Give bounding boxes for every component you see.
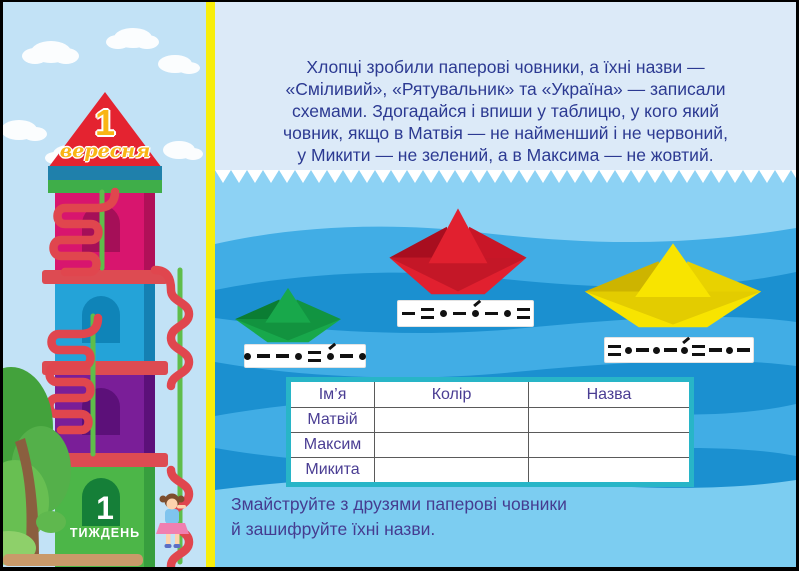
footer-line: Змайструйте з друзями паперові човники: [231, 494, 567, 514]
table-header-row: [289, 380, 692, 408]
cipher-symbol-dot_accent: [681, 347, 688, 354]
cipher-symbol-dot: [359, 353, 366, 360]
footer-line: й зашифруйте їхні назви.: [231, 519, 436, 539]
cipher-label-red-boat: [397, 300, 534, 327]
cipher-symbol-dot: [440, 310, 447, 317]
answer-cell-title-mykyta[interactable]: [528, 458, 691, 485]
cipher-symbol-eq: [692, 345, 705, 356]
cipher-symbol-dot: [726, 347, 733, 354]
paper-boat-green: [234, 287, 342, 344]
cipher-label-yellow-boat: [604, 337, 754, 363]
answer-table: [286, 377, 694, 487]
sidebar-illustration: [3, 2, 206, 567]
task-text: [227, 56, 784, 166]
cipher-symbol-eq: [308, 351, 321, 362]
cipher-symbol-dash: [340, 354, 353, 358]
header-title: Назва: [528, 380, 691, 408]
cipher-symbol-dash: [636, 348, 649, 352]
table-row: [289, 458, 692, 485]
header-name: Ім’я: [289, 380, 375, 408]
task-line: у Микити — не зелений, а в Максима — не жовтий.: [297, 145, 714, 165]
cipher-symbol-eq: [608, 345, 621, 356]
cipher-symbol-dash: [485, 312, 498, 316]
paper-boat-red: [388, 207, 528, 297]
divider-stripe: [206, 2, 215, 567]
cipher-symbol-dot: [653, 347, 660, 354]
task-line: схемами. Здогадайся і впиши у таблицю, у кого який: [291, 101, 720, 121]
pipes-tree-decoration: [3, 2, 206, 567]
week-number: 1: [96, 490, 114, 526]
cipher-symbol-eq: [517, 308, 530, 319]
row-name: Матвій: [289, 408, 375, 433]
cipher-symbol-dot_accent: [472, 310, 479, 317]
task-line: «Сміливий», «Рятувальник» та «Україна» — записали: [285, 79, 726, 99]
cipher-symbol-dash: [664, 348, 677, 352]
main-content: [215, 2, 796, 567]
footer-task-text: [231, 492, 567, 542]
torn-paper-edge: [215, 170, 796, 184]
date-month: вересня: [59, 140, 151, 162]
cipher-symbol-dash: [257, 354, 270, 358]
answer-cell-color-mykyta[interactable]: [375, 458, 529, 485]
task-line: човник, якщо в Матвія — не найменший і не червоний,: [283, 123, 728, 143]
answer-cell-color-maksym[interactable]: [375, 433, 529, 458]
cipher-symbol-dot: [295, 353, 302, 360]
date-day: 1: [94, 102, 116, 143]
week-label: ТИЖДЕНЬ: [69, 526, 141, 540]
cipher-symbol-dot_accent: [327, 353, 334, 360]
task-line: Хлопці зробили паперові човники, а їхні назви —: [306, 57, 705, 77]
row-name: Микита: [289, 458, 375, 485]
cipher-symbol-dash: [276, 354, 289, 358]
cipher-label-green-boat: [244, 344, 366, 368]
cipher-symbol-eq: [421, 308, 434, 319]
row-name: Максим: [289, 433, 375, 458]
cipher-symbol-dash: [453, 312, 466, 316]
cipher-symbol-dash: [737, 348, 750, 352]
table-row: [289, 408, 692, 433]
table-row: [289, 433, 692, 458]
cipher-symbol-dash: [402, 312, 415, 316]
cipher-symbol-dot: [244, 353, 251, 360]
answer-cell-title-matvii[interactable]: [528, 408, 691, 433]
cipher-symbol-dot: [625, 347, 632, 354]
cipher-symbol-dot: [504, 310, 511, 317]
paper-boat-yellow: [583, 242, 763, 330]
cipher-symbol-dash: [709, 348, 722, 352]
page-inner: [3, 2, 796, 567]
answer-cell-title-maksym[interactable]: [528, 433, 691, 458]
header-color: Колір: [375, 380, 529, 408]
answer-cell-color-matvii[interactable]: [375, 408, 529, 433]
